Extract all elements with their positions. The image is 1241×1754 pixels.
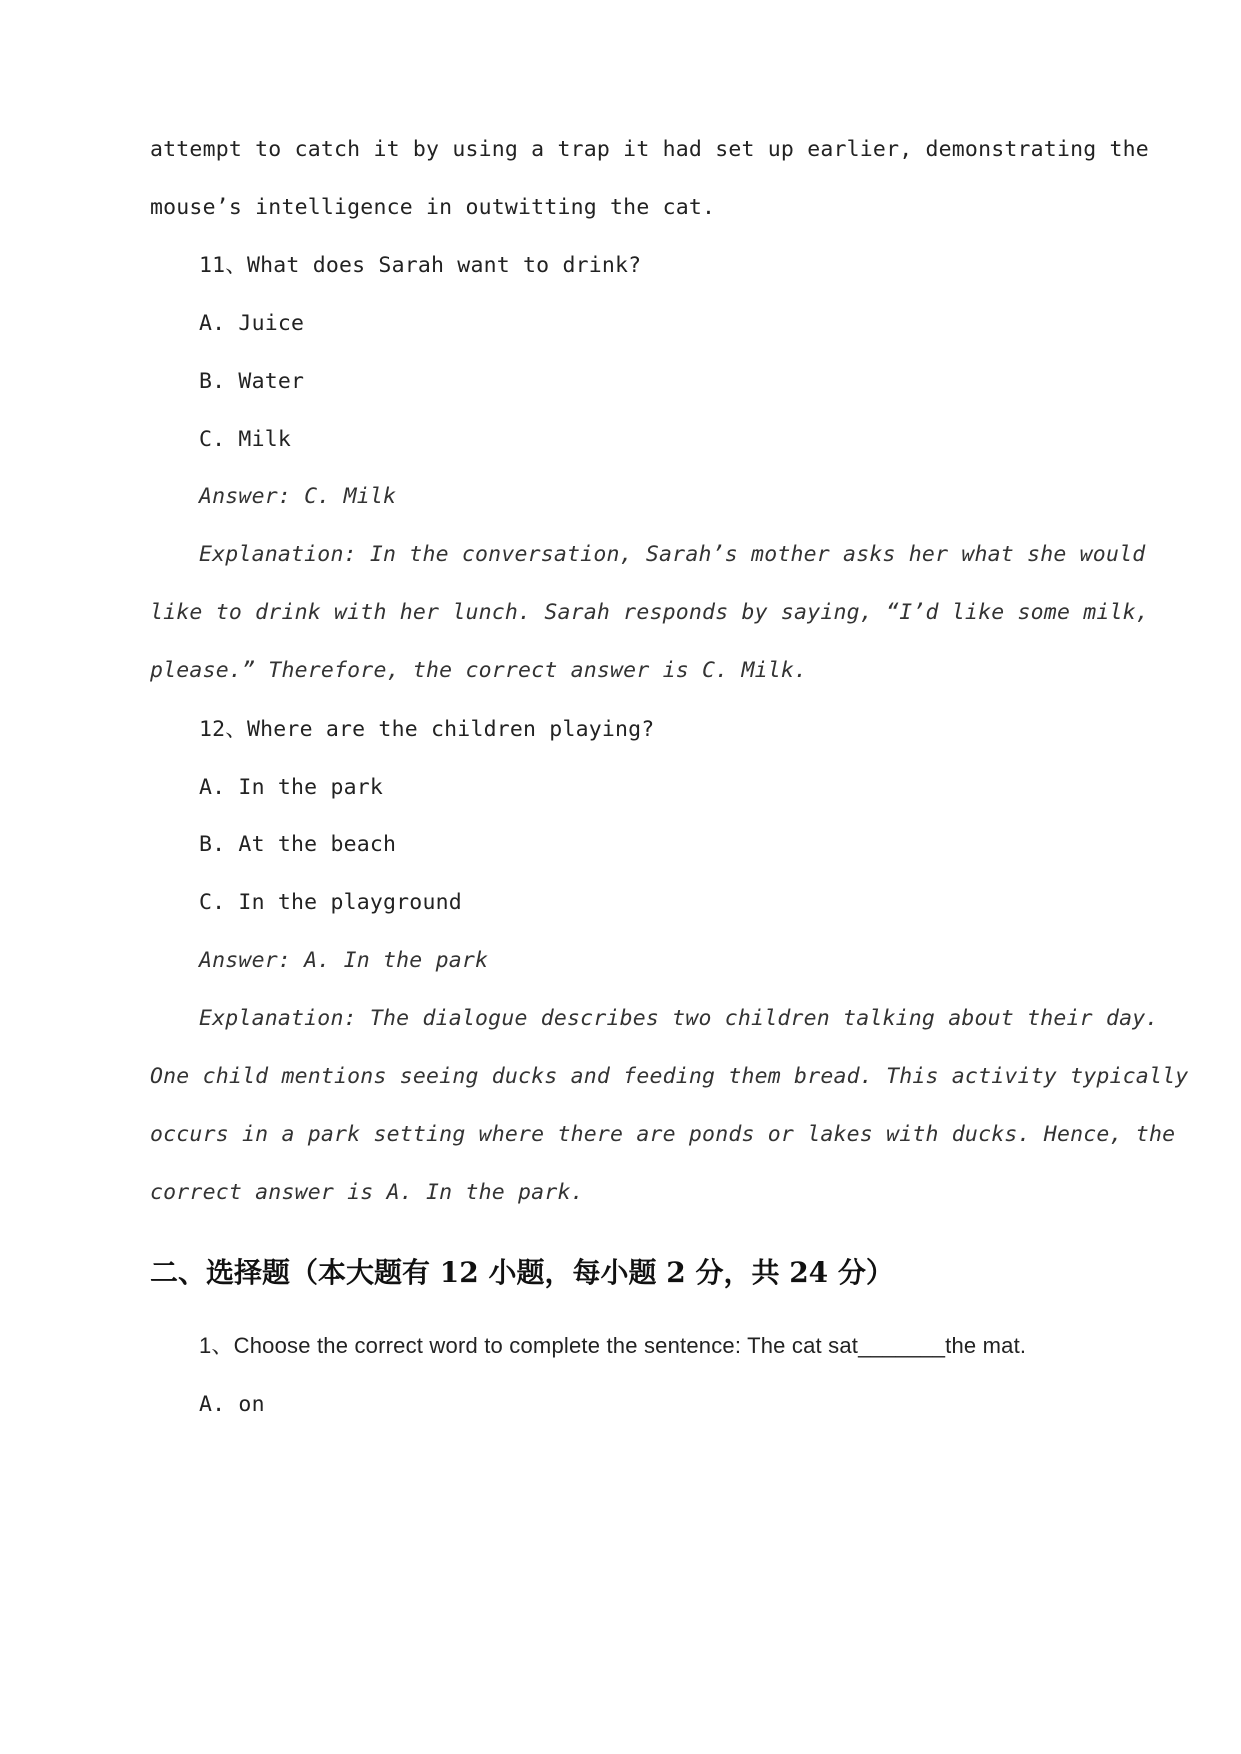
paragraph-line: mouse’s intelligence in outwitting the cat. bbox=[150, 195, 716, 220]
option-b: B. At the beach bbox=[199, 832, 397, 857]
option-a: A. Juice bbox=[199, 311, 305, 336]
explanation-line: like to drink with her lunch. Sarah responds by saying, “I’d like some milk, bbox=[150, 600, 1149, 625]
question-11: 11、What does Sarah want to drink? bbox=[199, 253, 642, 278]
answer-line: Answer: A. In the park bbox=[199, 948, 489, 973]
option-c: C. Milk bbox=[199, 427, 292, 452]
question-12: 12、Where are the children playing? bbox=[199, 717, 655, 742]
option-b: B. Water bbox=[199, 369, 305, 394]
answer-line: Answer: C. Milk bbox=[199, 484, 397, 509]
section-heading: 二、选择题（本大题有 12 小题，每小题 2 分，共 24 分） bbox=[150, 1256, 894, 1289]
explanation-line: Explanation: The dialogue describes two children talking about their day. bbox=[199, 1006, 1159, 1031]
option-c: C. In the playground bbox=[199, 890, 462, 915]
option-a: A. on bbox=[199, 1392, 265, 1417]
explanation-line: occurs in a park setting where there are ponds or lakes with ducks. Hence, the bbox=[150, 1122, 1176, 1147]
paragraph-line: attempt to catch it by using a trap it had set up earlier, demonstrating the bbox=[150, 137, 1149, 162]
option-a: A. In the park bbox=[199, 775, 384, 800]
explanation-line: correct answer is A. In the park. bbox=[150, 1180, 584, 1205]
explanation-line: One child mentions seeing ducks and feeding them bread. This activity typically bbox=[150, 1064, 1189, 1089]
question-1: 1、Choose the correct word to complete the sentence: The cat sat_______the mat. bbox=[199, 1333, 1027, 1358]
explanation-line: Explanation: In the conversation, Sarah’s mother asks her what she would bbox=[199, 542, 1146, 567]
explanation-line: please.” Therefore, the correct answer is C. Milk. bbox=[150, 658, 808, 683]
